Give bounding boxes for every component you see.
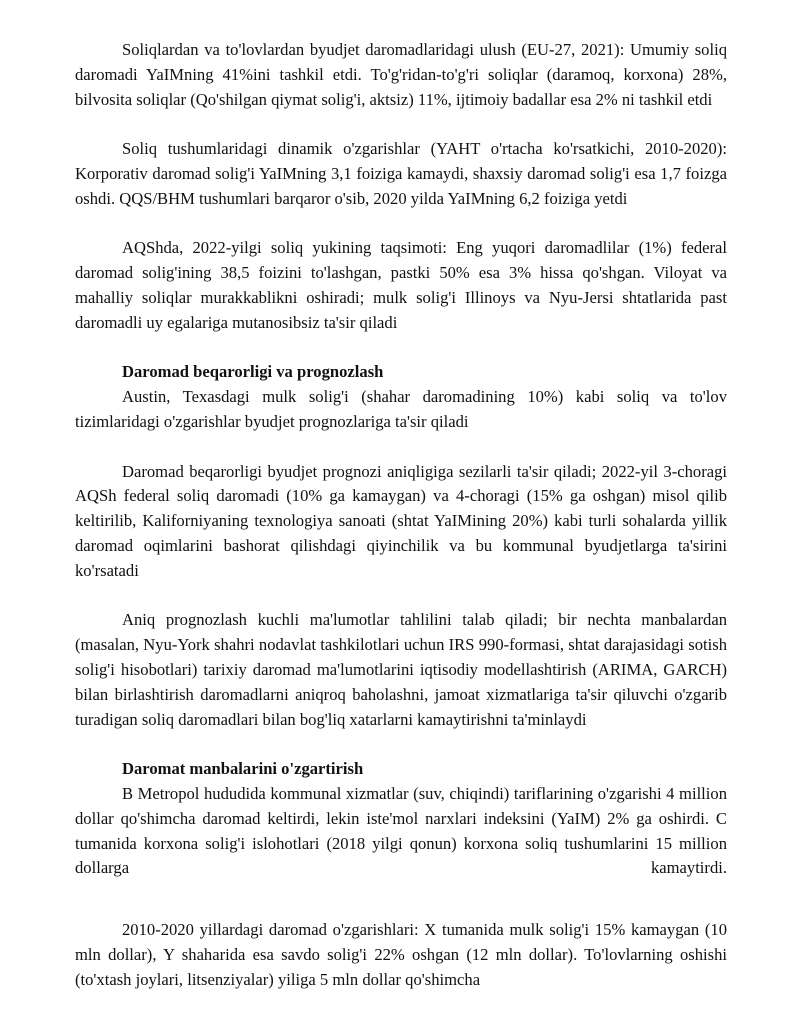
- paragraph-revenue-volatility: Daromad beqarorligi byudjet prognozi aniqligiga sezilarli ta'sir qiladi; 2022-yil 3-choragi AQSh federal soliq daromadi (10% ga kamaygan) va 4-choragi (15% ga oshgan) misol qilib keltirilib, Kaliforniyaning texnologiya sanoati (shtat YaIMining 20%) kabi turli sohalarda yillik daromad oqimlarini bashorat qilishdagi qiyinchilik va bu kommunal byudjetlarga ta'sirini ko'rsatadi: [75, 461, 727, 580]
- paragraph-revenue-changes-2010-2020: 2010-2020 yillardagi daromad o'zgarishlari: X tumanida mulk solig'i 15% kamaygan (10 mln dollar), Y shaharida esa savdo solig'i 22% oshgan (12 mln dollar). To'lovlarning oshishi (to'xtash joylari, litsenziyalar) yiliga 5 mln dollar qo'shimcha: [75, 920, 727, 989]
- document-page: [75, 38, 727, 992]
- paragraph-metropol-tariffs: B Metropol hududida kommunal xizmatlar (suv, chiqindi) tariflarining o'zgarishi 4 million dollar qo'shimcha daromad keltirdi, lekin iste'mol narxlari indeksini (YaIM) 2% ga oshirdi. C tumanida korxona solig'i islohotlari (2018 yilgi qonun) korxona soliq tushumlarini 15 million dollarga kamaytirdi.: [75, 783, 727, 878]
- paragraph-austin-property-tax: Austin, Texasdagi mulk solig'i (shahar daromadining 10%) kabi soliq va to'lov tizimlaridagi o'zgarishlar byudjet prognozlariga ta'sir qiladi: [75, 387, 727, 431]
- section-heading-revenue-volatility: Daromad beqarorligi va prognozlash: [122, 362, 384, 382]
- paragraph-forecasting-analysis: Aniq prognozlash kuchli ma'lumotlar tahlilini talab qiladi; bir nechta manbalardan (masalan, Nyu-York shahri nodavlat tashkilotlari uchun IRS 990-formasi, shtat darajasidagi sotish solig'i hisobotlari) tarixiy daromad ma'lumotlarini iqtisodiy modellashtirish (ARIMA, GARCH) bilan birlashtirish daromadlarni aniqroq baholashni, jamoat xizmatlariga ta'sir qiluvchi o'zgarib turadigan soliq daromadlari bilan bog'liq xatarlarni kamaytirishni ta'minlaydi: [75, 610, 727, 729]
- paragraph-us-tax-burden: AQShda, 2022-yilgi soliq yukining taqsimoti: Eng yuqori daromadlilar (1%) federal daromad solig'ining 38,5 foizini to'lashgan, pastki 50% esa 3% hissa qo'shgan. Viloyat va mahalliy soliqlar murakkablikni oshiradi; mulk solig'i Illinoys va Nyu-Jersi shtatlarida past daromadli uy egalariga mutanosibsiz ta'sir qiladi: [75, 238, 727, 332]
- paragraph-eu-tax-share: Soliqlardan va to'lovlardan byudjet daromadlaridagi ulush (EU-27, 2021): Umumiy soliq daromadi YaIMning 41%ini tashkil etdi. To'g'ridan-to'g'ri soliqlar (daramoq, korxona) 28%, bilvosita soliqlar (Qo'shilgan qiymat solig'i, aktsiz) 11%, ijtimoiy badallar esa 2% ni tashkil etdi: [75, 40, 727, 109]
- section-heading-revenue-sources: Daromat manbalarini o'zgartirish: [122, 759, 364, 779]
- paragraph-tax-dynamics: Soliq tushumlaridagi dinamik o'zgarishlar (YAHT o'rtacha ko'rsatkichi, 2010-2020): Korporativ daromad solig'i YaIMning 3,1 foiziga kamaydi, shaxsiy daromad solig'i esa 1,7 foizga oshdi. QQS/BHM tushumlari barqaror o'sib, 2020 yilda YaIMning 6,2 foiziga yetdi: [75, 139, 727, 208]
